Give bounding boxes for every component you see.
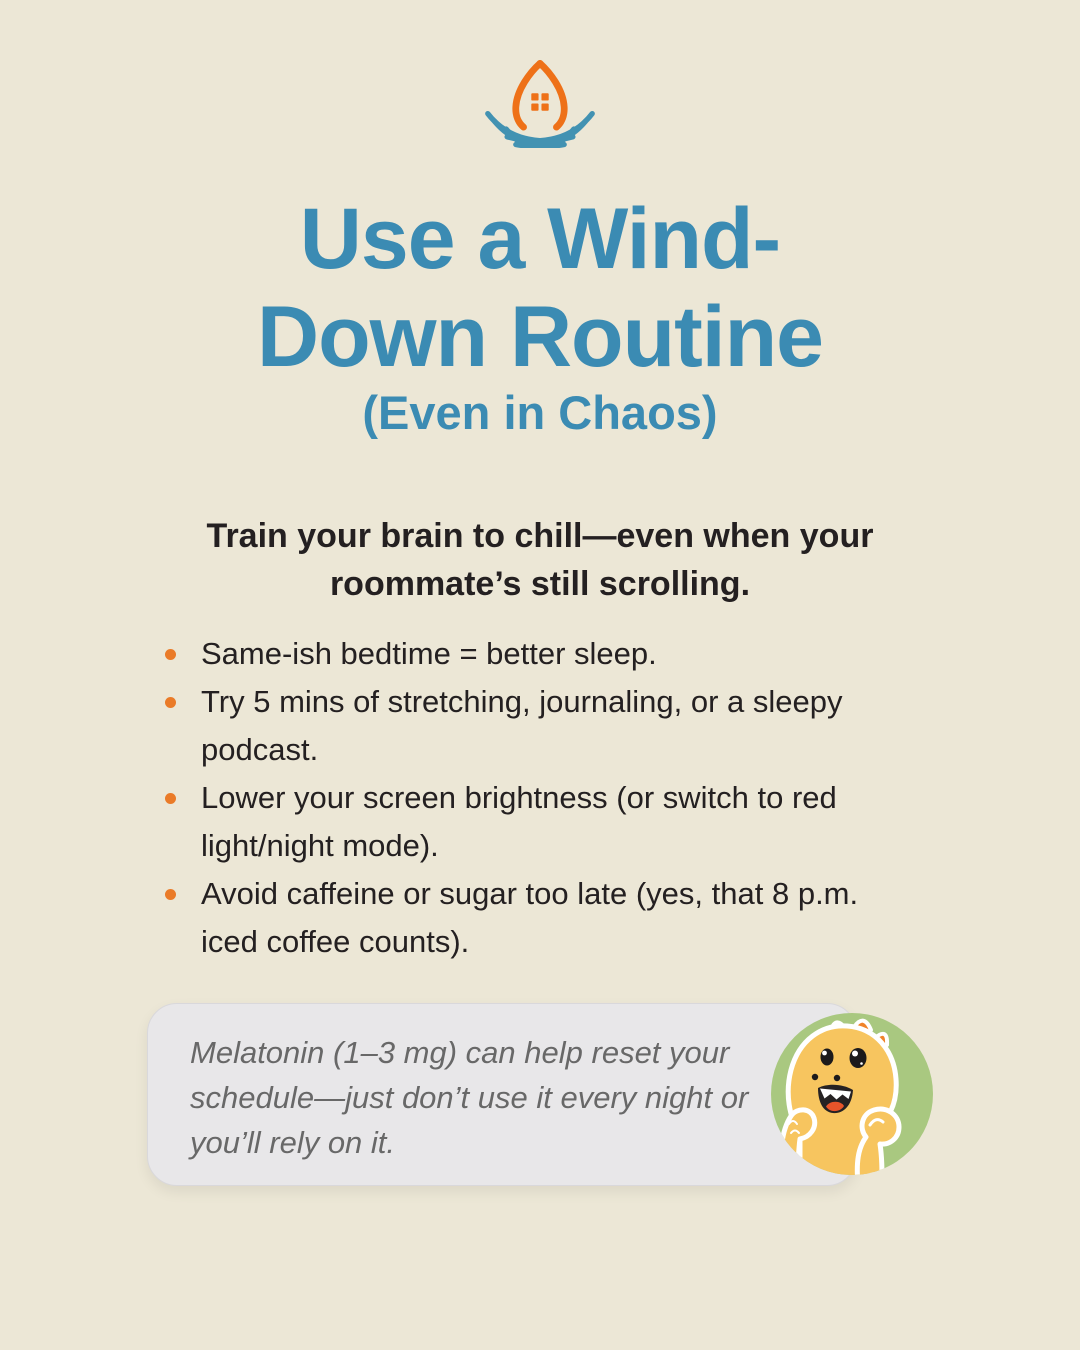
list-item-text: Lower your screen brightness (or switch to red light/night mode). [201, 780, 837, 863]
list-item [163, 678, 893, 774]
list-item-text: Try 5 mins of stretching, journaling, or a sleepy podcast. [201, 684, 843, 767]
page-subtitle: (Even in Chaos) [362, 386, 718, 439]
bullet-list [163, 630, 893, 966]
page-title [0, 190, 1080, 386]
intro-text: Train your brain to chill—even when your roommate’s still scrolling. [206, 517, 874, 603]
list-item [163, 870, 893, 966]
tip-card [147, 1003, 857, 1186]
bullet-dot-icon [165, 697, 176, 708]
list-item-text: Same-ish bedtime = better sleep. [201, 636, 657, 671]
list-item-text: Avoid caffeine or sugar too late (yes, that 8 p.m. iced coffee counts). [201, 876, 859, 959]
bullet-dot-icon [165, 889, 176, 900]
tip-text: Melatonin (1–3 mg) can help reset your schedule—just don’t use it every night or you’ll rely on it. [190, 1035, 749, 1160]
dino-mascot-icon [770, 1012, 934, 1176]
bullet-dot-icon [165, 793, 176, 804]
title-line-2: Down Routine [256, 289, 824, 385]
nest-swoosh [488, 114, 592, 148]
title-line-1: Use a Wind- [299, 191, 781, 287]
house-nest-logo-icon [482, 56, 598, 148]
list-item [163, 630, 893, 678]
list-item [163, 774, 893, 870]
house-outline [516, 63, 564, 127]
bullet-dot-icon [165, 649, 176, 660]
house-window [531, 93, 548, 110]
